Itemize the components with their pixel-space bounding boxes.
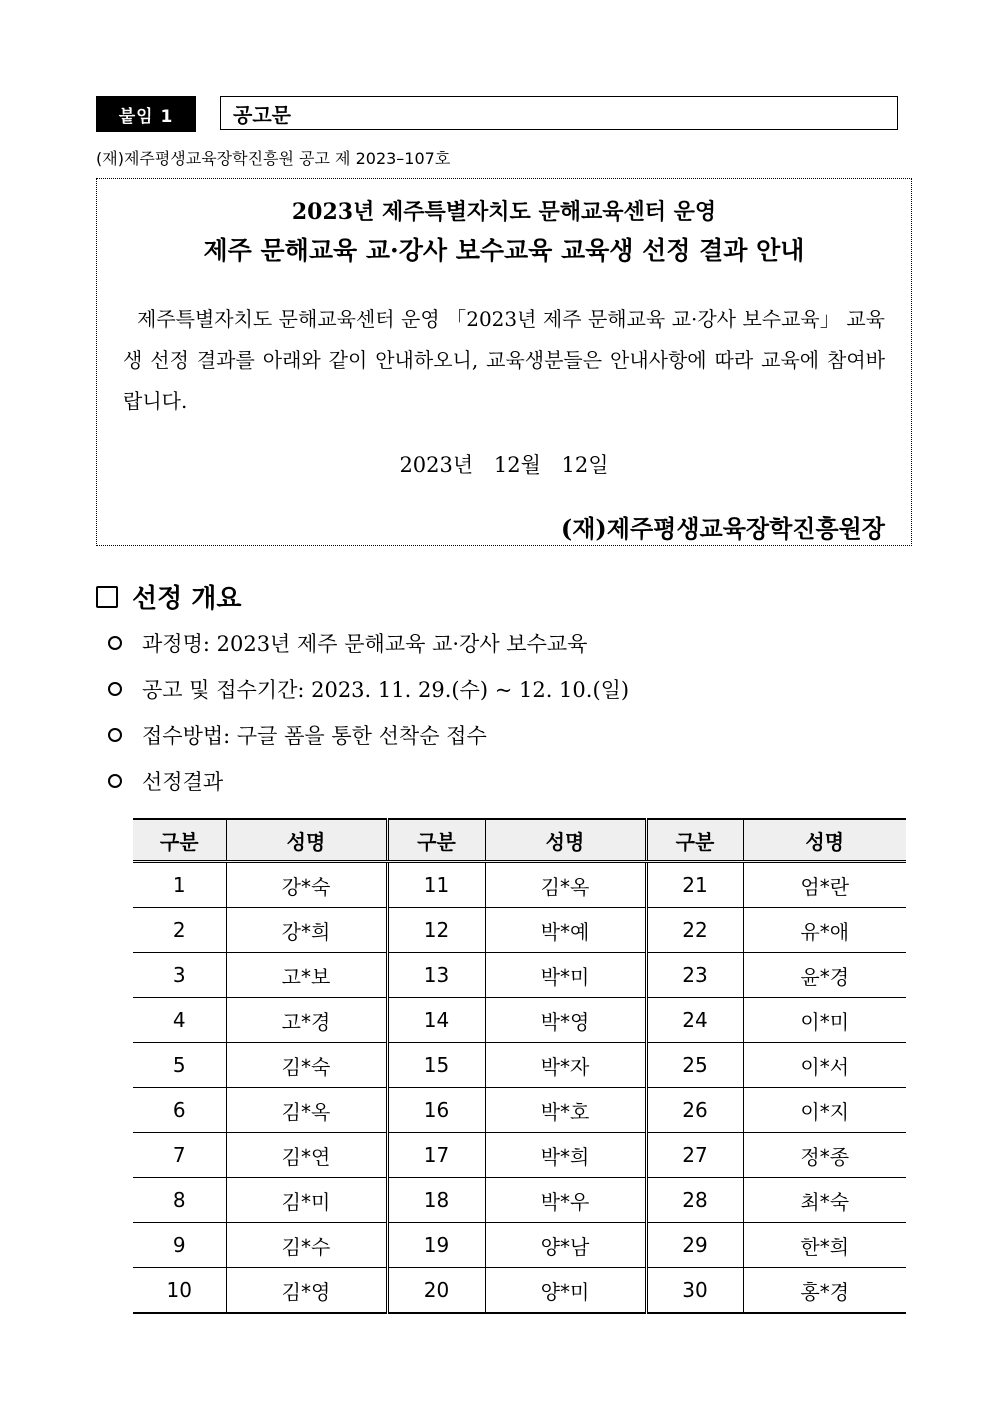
table-row xyxy=(133,1043,906,1088)
circle-bullet-icon xyxy=(108,682,122,696)
bullet-text: 선정결과 xyxy=(142,770,224,794)
cell-name: 정*종 xyxy=(743,1133,906,1178)
bullet-text: 공고 및 접수기간: 2023. 11. 29.(수) ~ 12. 10.(일) xyxy=(142,678,630,702)
table-row xyxy=(133,1178,906,1223)
cell-name: 이*미 xyxy=(743,998,906,1043)
bullet-text: 과정명: 2023년 제주 문해교육 교·강사 보수교육 xyxy=(142,632,588,656)
table-row xyxy=(133,1223,906,1268)
notice-title-line1: 2023년 제주특별자치도 문해교육센터 운영 xyxy=(291,199,717,225)
cell-no: 25 xyxy=(646,1043,743,1088)
cell-name: 박*영 xyxy=(485,998,646,1043)
cell-no: 17 xyxy=(387,1133,485,1178)
cell-name: 김*영 xyxy=(226,1268,387,1314)
cell-no: 7 xyxy=(133,1133,226,1178)
cell-name: 박*우 xyxy=(485,1178,646,1223)
cell-name: 홍*경 xyxy=(743,1268,906,1314)
table-row xyxy=(133,1133,906,1178)
notice-date: 2023년 12월 12일 xyxy=(399,453,609,477)
table-row xyxy=(133,1088,906,1133)
table-row xyxy=(133,1268,906,1314)
header-name: 성명 xyxy=(226,819,387,862)
cell-name: 양*미 xyxy=(485,1268,646,1314)
cell-name: 양*남 xyxy=(485,1223,646,1268)
header-name: 성명 xyxy=(743,819,906,862)
header-name: 성명 xyxy=(485,819,646,862)
bullet-course xyxy=(108,628,587,658)
cell-no: 24 xyxy=(646,998,743,1043)
notice-body: 제주특별자치도 문해교육센터 운영 「2023년 제주 문해교육 교·강사 보수교육」 교육생 선정 결과를 아래와 같이 안내하오니, 교육생분들은 안내사항에 따라 교육에 참여바랍니다. xyxy=(123,307,885,413)
cell-no: 9 xyxy=(133,1223,226,1268)
cell-no: 14 xyxy=(387,998,485,1043)
cell-no: 21 xyxy=(646,862,743,908)
cell-no: 11 xyxy=(387,862,485,908)
cell-no: 29 xyxy=(646,1223,743,1268)
cell-no: 2 xyxy=(133,908,226,953)
cell-no: 16 xyxy=(387,1088,485,1133)
cell-no: 3 xyxy=(133,953,226,998)
cell-name: 박*미 xyxy=(485,953,646,998)
notice-title-line2: 제주 문해교육 교·강사 보수교육 교육생 선정 결과 안내 xyxy=(203,236,805,265)
bullet-method xyxy=(108,720,487,750)
cell-no: 5 xyxy=(133,1043,226,1088)
cell-name: 김*연 xyxy=(226,1133,387,1178)
header-no: 구분 xyxy=(133,819,226,862)
header-no: 구분 xyxy=(646,819,743,862)
cell-no: 6 xyxy=(133,1088,226,1133)
cell-no: 4 xyxy=(133,998,226,1043)
cell-no: 20 xyxy=(387,1268,485,1314)
cell-name: 박*자 xyxy=(485,1043,646,1088)
cell-name: 윤*경 xyxy=(743,953,906,998)
cell-name: 김*숙 xyxy=(226,1043,387,1088)
notice-number: (재)제주평생교육장학진흥원 공고 제 2023–107호 xyxy=(96,149,451,168)
cell-name: 김*미 xyxy=(226,1178,387,1223)
cell-name: 김*수 xyxy=(226,1223,387,1268)
checkbox-icon xyxy=(96,586,118,608)
cell-name: 김*옥 xyxy=(485,862,646,908)
cell-no: 1 xyxy=(133,862,226,908)
cell-no: 15 xyxy=(387,1043,485,1088)
cell-name: 박*호 xyxy=(485,1088,646,1133)
section-heading xyxy=(96,578,242,615)
cell-name: 고*경 xyxy=(226,998,387,1043)
circle-bullet-icon xyxy=(108,636,122,650)
cell-name: 이*서 xyxy=(743,1043,906,1088)
notice-signer: (재)제주평생교육장학진흥원장 xyxy=(560,514,885,543)
cell-name: 유*애 xyxy=(743,908,906,953)
table-row xyxy=(133,908,906,953)
bullet-period xyxy=(108,674,629,704)
table-header-row xyxy=(133,819,906,862)
attachment-title: 공고문 xyxy=(220,96,898,130)
cell-no: 8 xyxy=(133,1178,226,1223)
circle-bullet-icon xyxy=(108,728,122,742)
cell-no: 28 xyxy=(646,1178,743,1223)
cell-name: 한*희 xyxy=(743,1223,906,1268)
bullet-result xyxy=(108,766,223,796)
cell-no: 18 xyxy=(387,1178,485,1223)
cell-name: 이*지 xyxy=(743,1088,906,1133)
cell-no: 10 xyxy=(133,1268,226,1314)
table-row xyxy=(133,998,906,1043)
cell-no: 22 xyxy=(646,908,743,953)
cell-no: 19 xyxy=(387,1223,485,1268)
attachment-tag: 붙임 1 xyxy=(96,96,196,132)
selection-result-table xyxy=(133,818,906,1314)
circle-bullet-icon xyxy=(108,774,122,788)
notice-box xyxy=(96,178,912,546)
cell-name: 박*희 xyxy=(485,1133,646,1178)
table-row xyxy=(133,862,906,908)
cell-no: 30 xyxy=(646,1268,743,1314)
table-row xyxy=(133,953,906,998)
cell-name: 강*희 xyxy=(226,908,387,953)
header-no: 구분 xyxy=(387,819,485,862)
cell-name: 강*숙 xyxy=(226,862,387,908)
cell-name: 엄*란 xyxy=(743,862,906,908)
cell-no: 26 xyxy=(646,1088,743,1133)
cell-name: 고*보 xyxy=(226,953,387,998)
cell-no: 27 xyxy=(646,1133,743,1178)
cell-name: 최*숙 xyxy=(743,1178,906,1223)
cell-no: 12 xyxy=(387,908,485,953)
cell-no: 23 xyxy=(646,953,743,998)
cell-no: 13 xyxy=(387,953,485,998)
section-title: 선정 개요 xyxy=(132,584,242,614)
bullet-text: 접수방법: 구글 폼을 통한 선착순 접수 xyxy=(142,724,487,748)
cell-name: 박*예 xyxy=(485,908,646,953)
cell-name: 김*옥 xyxy=(226,1088,387,1133)
